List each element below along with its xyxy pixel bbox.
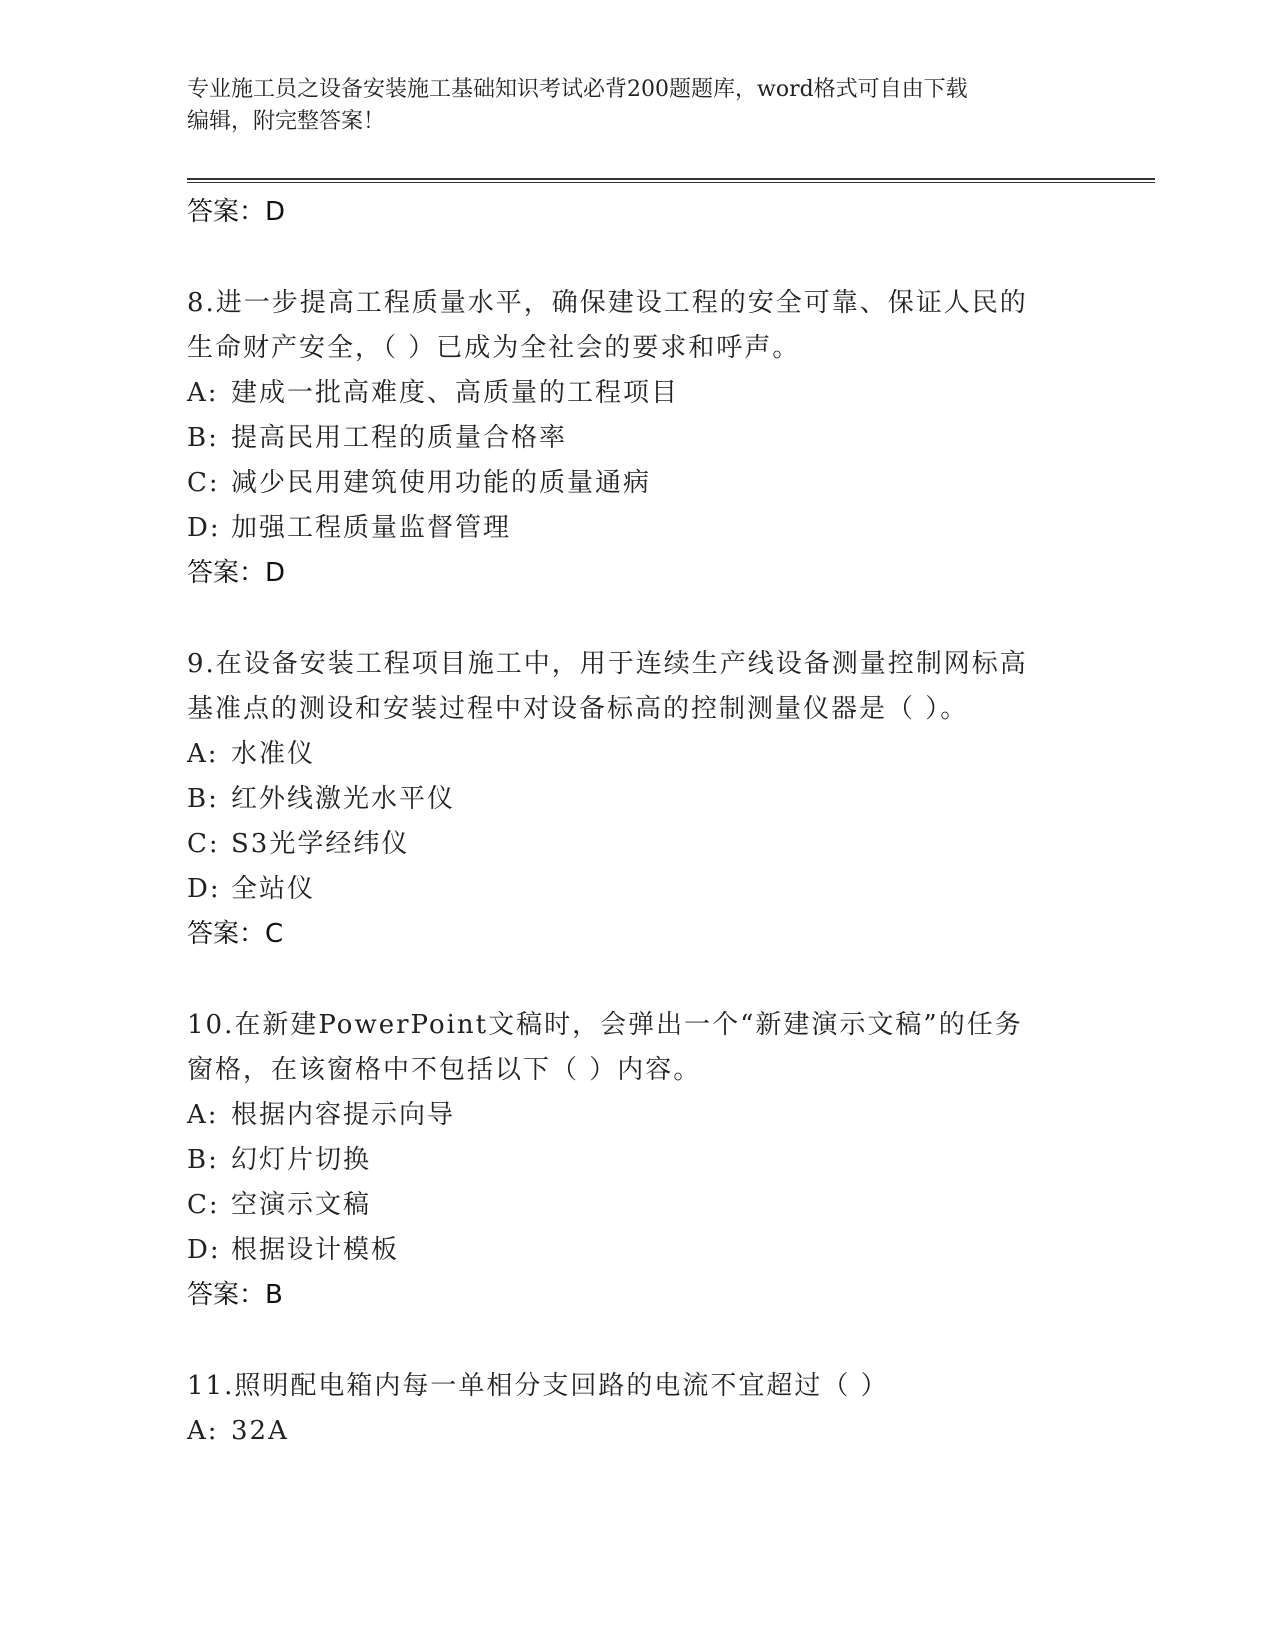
option-text: S3光学经纬仪	[231, 829, 410, 859]
option-a	[187, 1093, 1087, 1138]
option-label: B:	[187, 1145, 219, 1175]
option-text: 减少民用建筑使用功能的质量通病	[231, 468, 652, 498]
question-text-line: 生命财产安全，（ ）已成为全社会的要求和呼声。	[187, 333, 801, 363]
option-label: A:	[187, 739, 219, 769]
question-text-line: 基准点的测设和安装过程中对设备标高的控制测量仪器是（ ）。	[187, 694, 969, 724]
option-text: 水准仪	[231, 739, 316, 769]
option-c	[187, 822, 1087, 867]
question-text-line: 11.照明配电箱内每一单相分支回路的电流不宜超过（ ）	[187, 1371, 889, 1401]
option-text: 建成一批高难度、高质量的工程项目	[231, 378, 680, 408]
question-item	[187, 642, 1087, 957]
option-label: C:	[187, 829, 220, 859]
question-text-line: 窗格，在该窗格中不包括以下（ ）内容。	[187, 1055, 702, 1085]
option-label: D:	[187, 874, 221, 904]
option-label: C:	[187, 468, 220, 498]
option-text: 空演示文稿	[231, 1190, 372, 1220]
answer-line: 答案：D	[187, 558, 286, 588]
answer-line: 答案：B	[187, 1280, 283, 1310]
question-list	[187, 190, 1087, 1454]
option-text: 加强工程质量监督管理	[231, 513, 512, 543]
option-a	[187, 732, 1087, 777]
option-a	[187, 1409, 1087, 1454]
option-text: 32A	[231, 1416, 289, 1446]
option-label: C:	[187, 1190, 220, 1220]
question-text-line: 9.在设备安装工程项目施工中，用于连续生产线设备测量控制网标高	[187, 649, 1028, 679]
option-text: 根据设计模板	[231, 1235, 400, 1265]
option-d	[187, 506, 1087, 551]
option-c	[187, 461, 1087, 506]
option-label: B:	[187, 784, 219, 814]
option-text: 幻灯片切换	[231, 1145, 372, 1175]
header-divider-thin	[187, 182, 1155, 183]
answer-line: 答案：D	[187, 197, 286, 227]
option-b	[187, 416, 1087, 461]
question-text-line: 10.在新建PowerPoint文稿时，会弹出一个“新建演示文稿”的任务	[187, 1010, 1023, 1040]
header-title-line-1: 专业施工员之设备安装施工基础知识考试必背200题题库，word格式可自由下载	[187, 77, 968, 102]
option-label: A:	[187, 1100, 219, 1130]
answer-line: 答案：C	[187, 919, 284, 949]
option-b	[187, 777, 1087, 822]
header-divider	[187, 178, 1155, 180]
option-label: A:	[187, 1416, 219, 1446]
option-text: 提高民用工程的质量合格率	[231, 423, 568, 453]
option-label: D:	[187, 513, 221, 543]
option-label: B:	[187, 423, 219, 453]
option-a	[187, 371, 1087, 416]
option-label: D:	[187, 1235, 221, 1265]
question-item	[187, 1003, 1087, 1318]
option-d	[187, 1228, 1087, 1273]
option-d	[187, 867, 1087, 912]
question-item	[187, 1364, 1087, 1454]
option-text: 全站仪	[231, 874, 316, 904]
option-label: A:	[187, 378, 219, 408]
option-b	[187, 1138, 1087, 1183]
question-text-line: 8.进一步提高工程质量水平，确保建设工程的安全可靠、保证人民的	[187, 288, 1028, 318]
question-item	[187, 281, 1087, 596]
option-text: 根据内容提示向导	[231, 1100, 456, 1130]
document-header	[187, 74, 1087, 138]
option-text: 红外线激光水平仪	[231, 784, 456, 814]
option-c	[187, 1183, 1087, 1228]
header-title-line-2: 编辑，附完整答案！	[187, 109, 386, 134]
